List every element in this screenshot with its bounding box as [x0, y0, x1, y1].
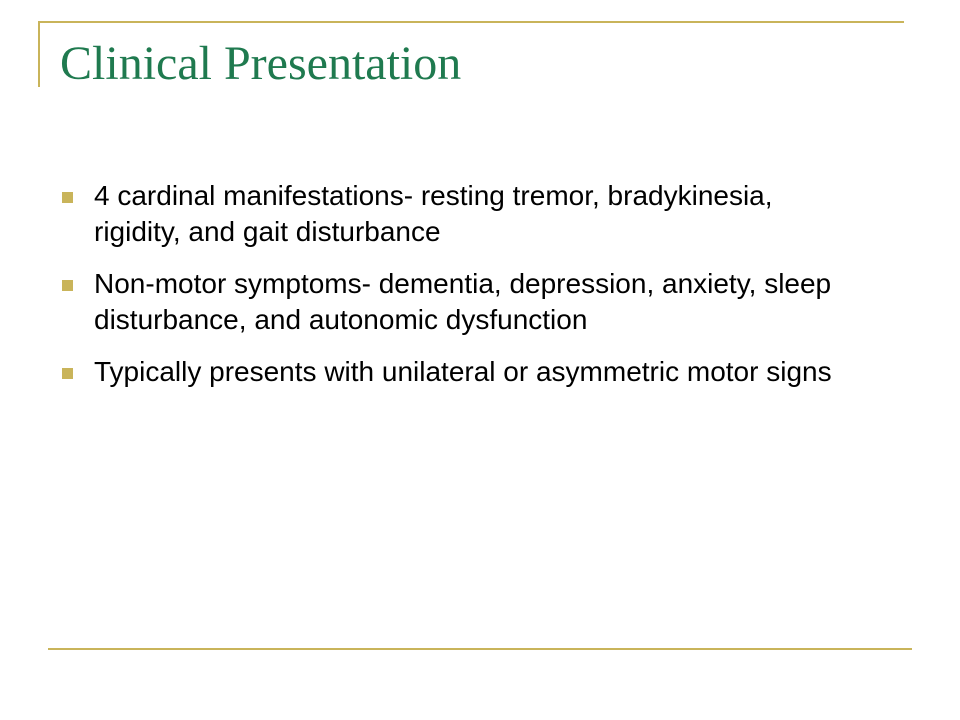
square-bullet-icon — [62, 368, 73, 379]
square-bullet-icon — [62, 280, 73, 291]
list-item — [60, 354, 860, 390]
bullet-text: Non-motor symptoms- dementia, depression, anxiety, sleep disturbance, and autonomic dysfunction — [94, 268, 832, 335]
bullet-text: 4 cardinal manifestations- resting tremor, bradykinesia, rigidity, and gait disturbance — [94, 180, 773, 247]
bullet-list — [60, 178, 860, 406]
top-divider — [40, 21, 904, 23]
bottom-divider — [48, 648, 912, 650]
bullet-text: Typically presents with unilateral or asymmetric motor signs — [94, 356, 832, 387]
slide-title: Clinical Presentation — [60, 37, 462, 90]
square-bullet-icon — [62, 192, 73, 203]
list-item — [60, 266, 860, 338]
left-divider — [38, 21, 40, 87]
list-item — [60, 178, 860, 250]
